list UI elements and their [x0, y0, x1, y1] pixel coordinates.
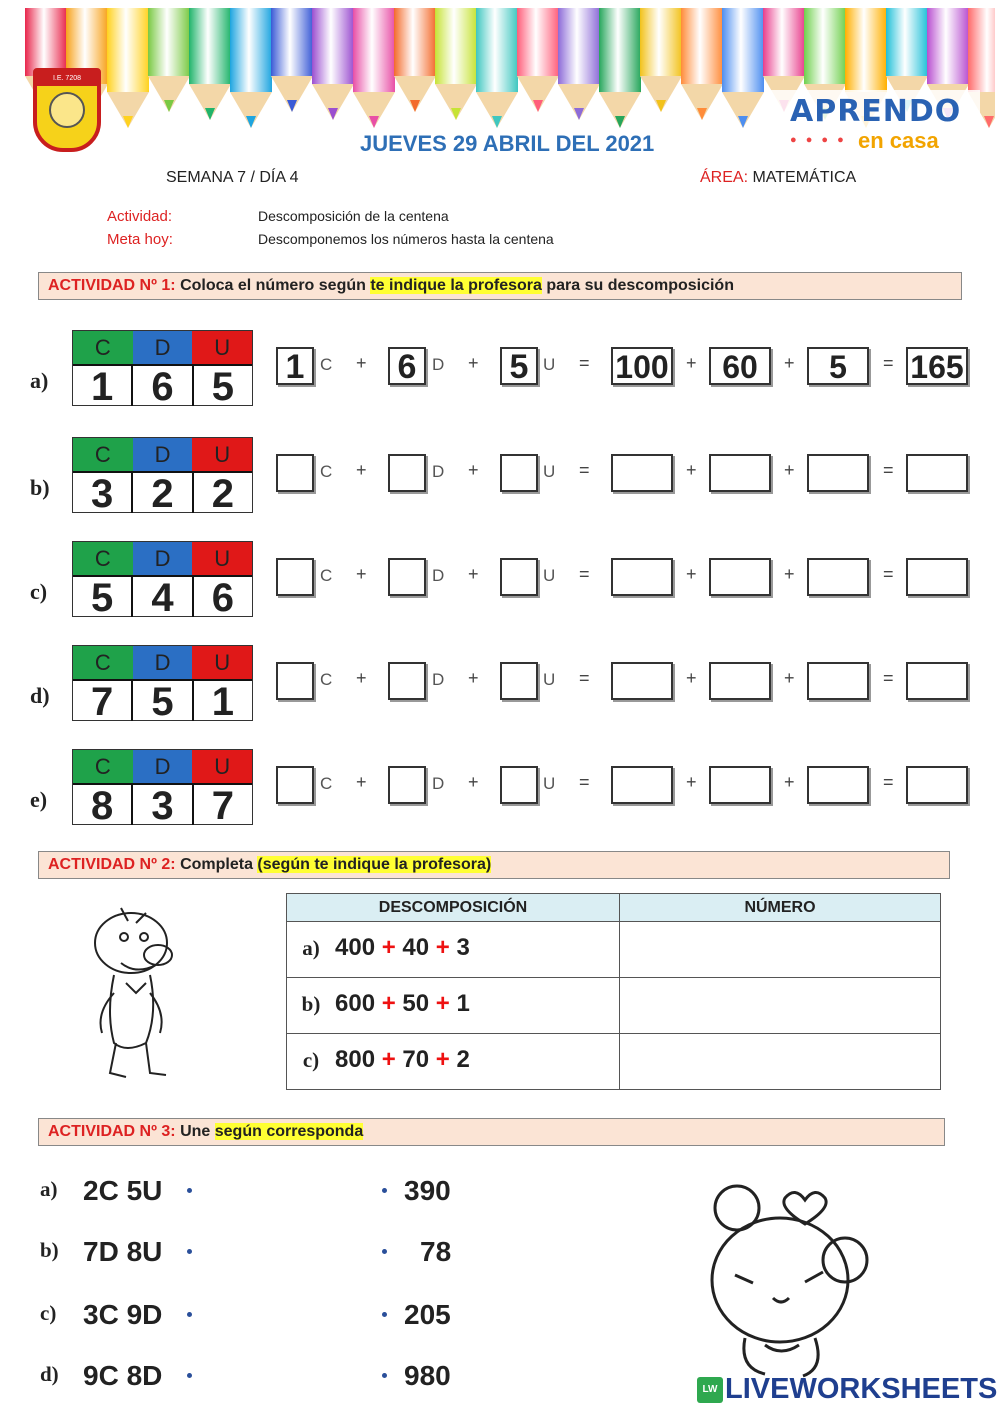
- activity-3-number: ACTIVIDAD Nº 3:: [48, 1123, 176, 1140]
- answer-box[interactable]: 100: [611, 347, 673, 385]
- match-dot-left[interactable]: [187, 1373, 192, 1378]
- column-header-descomposicion: DESCOMPOSICIÓN: [287, 894, 620, 922]
- pencil-icon: [189, 8, 231, 120]
- plus-sign: +: [468, 353, 479, 373]
- place-digit: 8: [73, 785, 133, 825]
- pencil-icon: [435, 8, 477, 120]
- answer-box[interactable]: [611, 454, 673, 492]
- place-digit: 2: [211, 472, 234, 516]
- actividad-value: Descomposición de la centena: [258, 208, 449, 224]
- place-header: C: [73, 331, 133, 364]
- match-left-item: 3C 9D: [83, 1299, 163, 1330]
- place-value-chart: [72, 541, 253, 620]
- activity-1-number: ACTIVIDAD Nº 1:: [48, 277, 176, 294]
- plus-sign: +: [784, 564, 795, 584]
- answer-box[interactable]: [807, 662, 869, 700]
- equals-sign: =: [579, 460, 590, 480]
- answer-box[interactable]: 5: [807, 347, 869, 385]
- units-value: 1: [456, 990, 470, 1017]
- row-label: b): [301, 992, 321, 1016]
- area-label-key: ÁREA:: [700, 169, 749, 186]
- answer-box[interactable]: [611, 558, 673, 596]
- place-value-chart: [72, 749, 253, 828]
- plus-sign: +: [381, 1046, 396, 1073]
- equals-sign: =: [579, 353, 590, 373]
- meta-value: Descomponemos los números hasta la centena: [258, 231, 554, 247]
- place-digit: 3: [133, 785, 193, 825]
- plus-sign: +: [356, 460, 367, 480]
- unit-letter: C: [320, 355, 333, 374]
- answer-box[interactable]: [276, 558, 314, 596]
- answer-box[interactable]: [611, 766, 673, 804]
- units-value: 3: [456, 934, 470, 961]
- place-header: D: [133, 750, 193, 783]
- place-header: C: [73, 750, 133, 783]
- pencil-icon: [312, 8, 354, 120]
- plus-sign: +: [468, 564, 479, 584]
- row-label: a): [30, 368, 49, 393]
- unit-letter: C: [320, 670, 333, 689]
- pencil-icon: [148, 8, 190, 112]
- pencil-icon: [517, 8, 559, 112]
- answer-box[interactable]: 1: [276, 347, 314, 385]
- answer-box[interactable]: [500, 766, 538, 804]
- pencil-icon: [394, 8, 436, 112]
- activity-1-text: Coloca el número según: [175, 277, 371, 294]
- unit-letter: D: [432, 355, 445, 374]
- place-digit: 1: [211, 680, 234, 724]
- place-digit: 6: [133, 366, 193, 406]
- place-header: U: [192, 438, 252, 471]
- semana-label: SEMANA 7 / DÍA 4: [166, 169, 299, 186]
- unit-letter: U: [543, 566, 556, 585]
- pencil-icon: [558, 8, 600, 120]
- table-row: [287, 978, 941, 1034]
- unit-letter: U: [543, 774, 556, 793]
- plus-sign: +: [435, 990, 450, 1017]
- equals-sign: =: [883, 564, 894, 584]
- number-answer-cell[interactable]: [620, 1034, 941, 1090]
- plus-sign: +: [784, 772, 795, 792]
- answer-box[interactable]: [807, 454, 869, 492]
- area-label-value: MATEMÁTICA: [752, 169, 857, 186]
- answer-box[interactable]: [709, 558, 771, 596]
- decomposition-expression: [335, 934, 470, 962]
- place-digit: 5: [211, 365, 234, 409]
- place-digit: 5: [133, 681, 193, 721]
- answer-box[interactable]: [709, 454, 771, 492]
- place-header: D: [133, 542, 193, 575]
- pencil-icon: [353, 8, 395, 128]
- decomposition-equation: [276, 766, 971, 806]
- match-dot-right[interactable]: [382, 1188, 387, 1193]
- plus-sign: +: [381, 990, 396, 1017]
- plus-sign: +: [381, 934, 396, 961]
- place-value-chart: [72, 437, 253, 516]
- activity-2-highlight: (según te indique la profesora): [257, 856, 492, 873]
- unit-letter: U: [543, 670, 556, 689]
- place-value-chart: [72, 645, 253, 724]
- pencil-icon: [230, 8, 272, 128]
- unit-letter: C: [320, 774, 333, 793]
- place-digit: 7: [73, 681, 133, 721]
- decomposition-table: [286, 893, 941, 1090]
- place-value-chart: [72, 330, 253, 409]
- liveworksheets-icon: LW: [697, 1377, 723, 1403]
- activity-3-title: [38, 1118, 945, 1146]
- answer-box[interactable]: [906, 766, 968, 804]
- match-dot-right[interactable]: [382, 1312, 387, 1317]
- place-header: C: [73, 542, 133, 575]
- tens-value: 50: [402, 990, 430, 1017]
- answer-box[interactable]: [500, 558, 538, 596]
- decomposition-cell: [287, 1034, 620, 1090]
- answer-box[interactable]: [807, 766, 869, 804]
- plus-sign: +: [686, 564, 697, 584]
- plus-sign: +: [686, 353, 697, 373]
- place-digit: 3: [73, 473, 133, 513]
- equals-sign: =: [579, 668, 590, 688]
- plus-sign: +: [784, 668, 795, 688]
- equals-sign: =: [883, 460, 894, 480]
- place-header: D: [133, 331, 193, 364]
- answer-box[interactable]: [906, 558, 968, 596]
- activity-2-number: ACTIVIDAD Nº 2:: [48, 856, 176, 873]
- answer-box[interactable]: 60: [709, 347, 771, 385]
- place-header: U: [192, 750, 252, 783]
- decomposition-expression: [335, 1046, 470, 1074]
- place-header: U: [192, 331, 252, 364]
- match-dot-right[interactable]: [382, 1373, 387, 1378]
- place-digit: 6: [211, 576, 234, 620]
- pencil-icon: [599, 8, 641, 128]
- plus-sign: +: [468, 668, 479, 688]
- decomposition-cell: [287, 922, 620, 978]
- answer-box[interactable]: [276, 766, 314, 804]
- answer-box[interactable]: [906, 454, 968, 492]
- equals-sign: =: [579, 772, 590, 792]
- logo-text-en-casa: en casa: [858, 128, 939, 153]
- plus-sign: +: [468, 460, 479, 480]
- tens-value: 70: [402, 1046, 430, 1073]
- answer-box[interactable]: [388, 558, 426, 596]
- plus-sign: +: [435, 934, 450, 961]
- equals-sign: =: [883, 353, 894, 373]
- equals-sign: =: [579, 564, 590, 584]
- plus-sign: +: [784, 353, 795, 373]
- answer-box[interactable]: [906, 662, 968, 700]
- table-row: [287, 922, 941, 978]
- place-digit: 4: [133, 577, 193, 617]
- activity-1-highlight: te indique la profesora: [370, 277, 542, 294]
- row-label: c): [40, 1301, 57, 1325]
- match-right-item: 980: [404, 1360, 451, 1391]
- place-header: C: [73, 646, 133, 679]
- row-label: a): [302, 936, 320, 960]
- units-value: 2: [456, 1046, 470, 1073]
- plus-sign: +: [356, 668, 367, 688]
- place-digit: 5: [73, 577, 133, 617]
- activity-3-text: Une: [175, 1123, 215, 1140]
- answer-box[interactable]: [611, 662, 673, 700]
- number-answer-cell[interactable]: [620, 922, 941, 978]
- answer-box[interactable]: 5: [500, 347, 538, 385]
- plus-sign: +: [784, 460, 795, 480]
- row-label: a): [40, 1177, 58, 1201]
- logo-text-aprendo: APRENDO: [790, 94, 962, 129]
- place-header: U: [192, 542, 252, 575]
- row-label: b): [40, 1238, 59, 1262]
- answer-box[interactable]: [388, 454, 426, 492]
- plus-sign: +: [356, 353, 367, 373]
- footer-brand: LIVEWORKSHEETS: [725, 1373, 998, 1405]
- place-header: U: [192, 646, 252, 679]
- pencil-icon: [271, 8, 313, 112]
- decomposition-equation: [276, 558, 971, 598]
- decomposition-cell: [287, 978, 620, 1034]
- unit-letter: D: [432, 462, 445, 481]
- answer-box[interactable]: [709, 766, 771, 804]
- row-label: e): [30, 787, 48, 812]
- pencil-icon: [681, 8, 723, 120]
- match-dot-left[interactable]: [187, 1249, 192, 1254]
- answer-box[interactable]: 165: [906, 347, 968, 385]
- match-right-item: 390: [404, 1175, 451, 1206]
- table-row: [287, 1034, 941, 1090]
- hundreds-value: 400: [335, 934, 376, 961]
- activity-2-title: [38, 851, 950, 879]
- activity-2-text: Completa: [175, 856, 258, 873]
- answer-box[interactable]: 6: [388, 347, 426, 385]
- place-header: D: [133, 438, 193, 471]
- unit-letter: C: [320, 566, 333, 585]
- plus-sign: +: [356, 564, 367, 584]
- porky-pig-illustration: [66, 893, 206, 1088]
- unit-letter: U: [543, 462, 556, 481]
- plus-sign: +: [468, 772, 479, 792]
- match-left-item: 7D 8U: [83, 1236, 163, 1267]
- pencil-icon: [640, 8, 682, 112]
- decomposition-expression: [335, 990, 470, 1018]
- liveworksheets-footer: [697, 1373, 997, 1406]
- answer-box[interactable]: [807, 558, 869, 596]
- match-left-item: 9C 8D: [83, 1360, 163, 1391]
- plus-sign: +: [356, 772, 367, 792]
- plus-sign: +: [686, 460, 697, 480]
- match-right-item: 205: [404, 1299, 451, 1330]
- answer-box[interactable]: [276, 662, 314, 700]
- row-label: c): [302, 1048, 320, 1072]
- plus-sign: +: [686, 668, 697, 688]
- match-right-item: 78: [420, 1236, 452, 1267]
- unit-letter: D: [432, 774, 445, 793]
- hundreds-value: 600: [335, 990, 376, 1017]
- plus-sign: +: [435, 1046, 450, 1073]
- place-digit: 2: [133, 473, 193, 513]
- seal-icon: [49, 92, 85, 128]
- activity-3-highlight: según corresponda: [214, 1123, 364, 1140]
- unit-letter: D: [432, 670, 445, 689]
- place-header: D: [133, 646, 193, 679]
- row-label: c): [30, 579, 48, 604]
- hundreds-value: 800: [335, 1046, 376, 1073]
- decomposition-equation: [276, 662, 971, 702]
- unit-letter: C: [320, 462, 333, 481]
- row-label: b): [30, 475, 50, 500]
- meta-label: Meta hoy:: [107, 231, 173, 248]
- match-dot-left[interactable]: [187, 1312, 192, 1317]
- column-header-numero: NÚMERO: [620, 894, 941, 922]
- equals-sign: =: [883, 772, 894, 792]
- answer-box[interactable]: [709, 662, 771, 700]
- pencil-icon: [476, 8, 518, 128]
- logo-dots-icon: ● ● ● ●: [790, 134, 847, 146]
- place-digit: 1: [73, 366, 133, 406]
- row-label: d): [40, 1362, 59, 1386]
- place-digit: 7: [211, 784, 234, 828]
- tens-value: 40: [402, 934, 430, 961]
- answer-box[interactable]: [276, 454, 314, 492]
- answer-box[interactable]: [500, 454, 538, 492]
- decomposition-equation: [276, 454, 971, 494]
- area-label: [700, 169, 856, 187]
- pencil-icon: [107, 8, 149, 128]
- school-code: I.E. 7208: [37, 72, 97, 86]
- row-label: d): [30, 683, 50, 708]
- decomposition-equation: [276, 347, 971, 387]
- answer-box[interactable]: [388, 662, 426, 700]
- equals-sign: =: [883, 668, 894, 688]
- aprendo-en-casa-logo: [770, 90, 980, 160]
- number-answer-cell[interactable]: [620, 978, 941, 1034]
- match-dot-left[interactable]: [187, 1188, 192, 1193]
- actividad-label: Actividad:: [107, 208, 173, 225]
- answer-box[interactable]: [500, 662, 538, 700]
- unit-letter: U: [543, 355, 556, 374]
- place-header: C: [73, 438, 133, 471]
- activity-1-text-end: para su descomposición: [541, 277, 734, 294]
- school-crest-logo: [33, 68, 101, 152]
- pencil-icon: [722, 8, 764, 128]
- pucca-illustration: [695, 1180, 885, 1380]
- plus-sign: +: [686, 772, 697, 792]
- page-date: JUEVES 29 ABRIL DEL 2021: [360, 131, 655, 156]
- unit-letter: D: [432, 566, 445, 585]
- activity-1-title: [38, 272, 962, 300]
- answer-box[interactable]: [388, 766, 426, 804]
- match-left-item: 2C 5U: [83, 1175, 163, 1206]
- match-dot-right[interactable]: [382, 1249, 387, 1254]
